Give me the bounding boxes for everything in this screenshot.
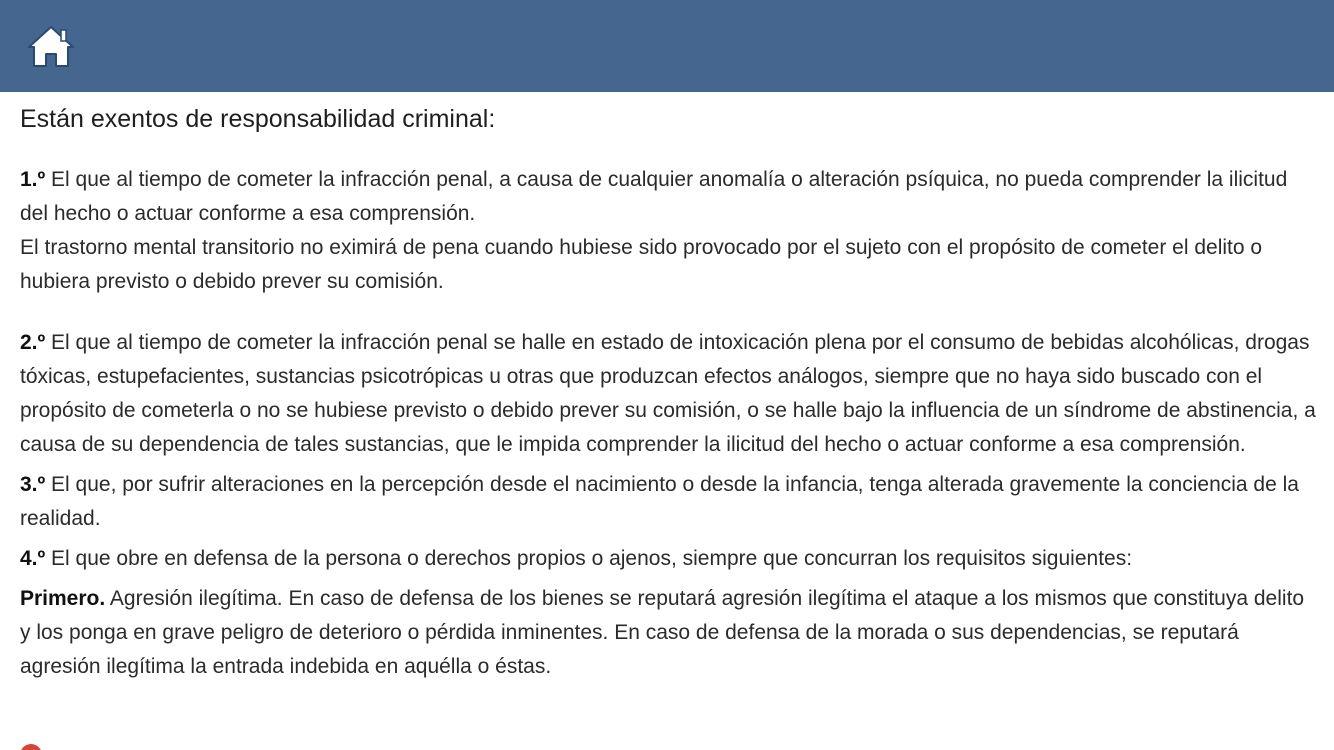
item-text: El que al tiempo de cometer la infracción penal, a causa de cualquier anomalía o alteración psíquica, no pueda comprender la ilicitud del hecho o actuar conforme a esa comprensión. [20, 168, 1288, 225]
item-text: El que al tiempo de cometer la infracción penal se halle en estado de intoxicación plena por el consumo de bebidas alcohólicas, drogas tóxicas, estupefacientes, sustancias psicotrópicas u otras que produzcan efectos análogos, siempre que no haya sido buscado con el propósito de cometerla o no se hubiese previsto o debido prever su comisión, o se halle bajo la influencia de un síndrome de abstinencia, a causa de su dependencia de tales sustancias, que le impida comprender la ilicitud del hecho o actuar conforme a esa comprensión. [20, 331, 1316, 456]
item-text: El que, por sufrir alteraciones en la percepción desde el nacimiento o desde la infancia, tenga alterada gravemente la conciencia de la realidad. [20, 473, 1299, 530]
item-1 [20, 163, 1320, 299]
article-content [20, 92, 1320, 684]
item-text-continued: El trastorno mental transitorio no eximirá de pena cuando hubiese sido provocado por el sujeto con el propósito de cometer el delito o hubiera previsto o debido prever su comisión. [20, 236, 1263, 293]
item-number: 3.º [20, 473, 46, 496]
article-intro: Están exentos de responsabilidad criminal: [20, 105, 496, 133]
item-number: 1.º [20, 168, 46, 191]
home-icon[interactable] [26, 24, 76, 70]
item-3 [20, 468, 1320, 536]
top-bar [0, 0, 1334, 92]
item-number: 4.º [20, 547, 46, 570]
requisite-first [20, 582, 1320, 684]
note-marker-icon [20, 744, 42, 750]
requisite-label: Primero. [20, 587, 106, 610]
item-4 [20, 542, 1320, 576]
item-2 [20, 326, 1320, 462]
footer-note-link[interactable] [20, 738, 52, 750]
item-text: El que obre en defensa de la persona o derechos propios o ajenos, siempre que concurran los requisitos siguientes: [51, 547, 1133, 570]
item-number: 2.º [20, 331, 46, 354]
requisite-text: Agresión ilegítima. En caso de defensa de los bienes se reputará agresión ilegítima el ataque a los mismos que constituya delito y los ponga en grave peligro de deterioro o pérdida inminentes. En caso de defensa de la morada o sus dependencias, se reputará agresión ilegítima la entrada indebida en aquélla o éstas. [20, 587, 1305, 678]
